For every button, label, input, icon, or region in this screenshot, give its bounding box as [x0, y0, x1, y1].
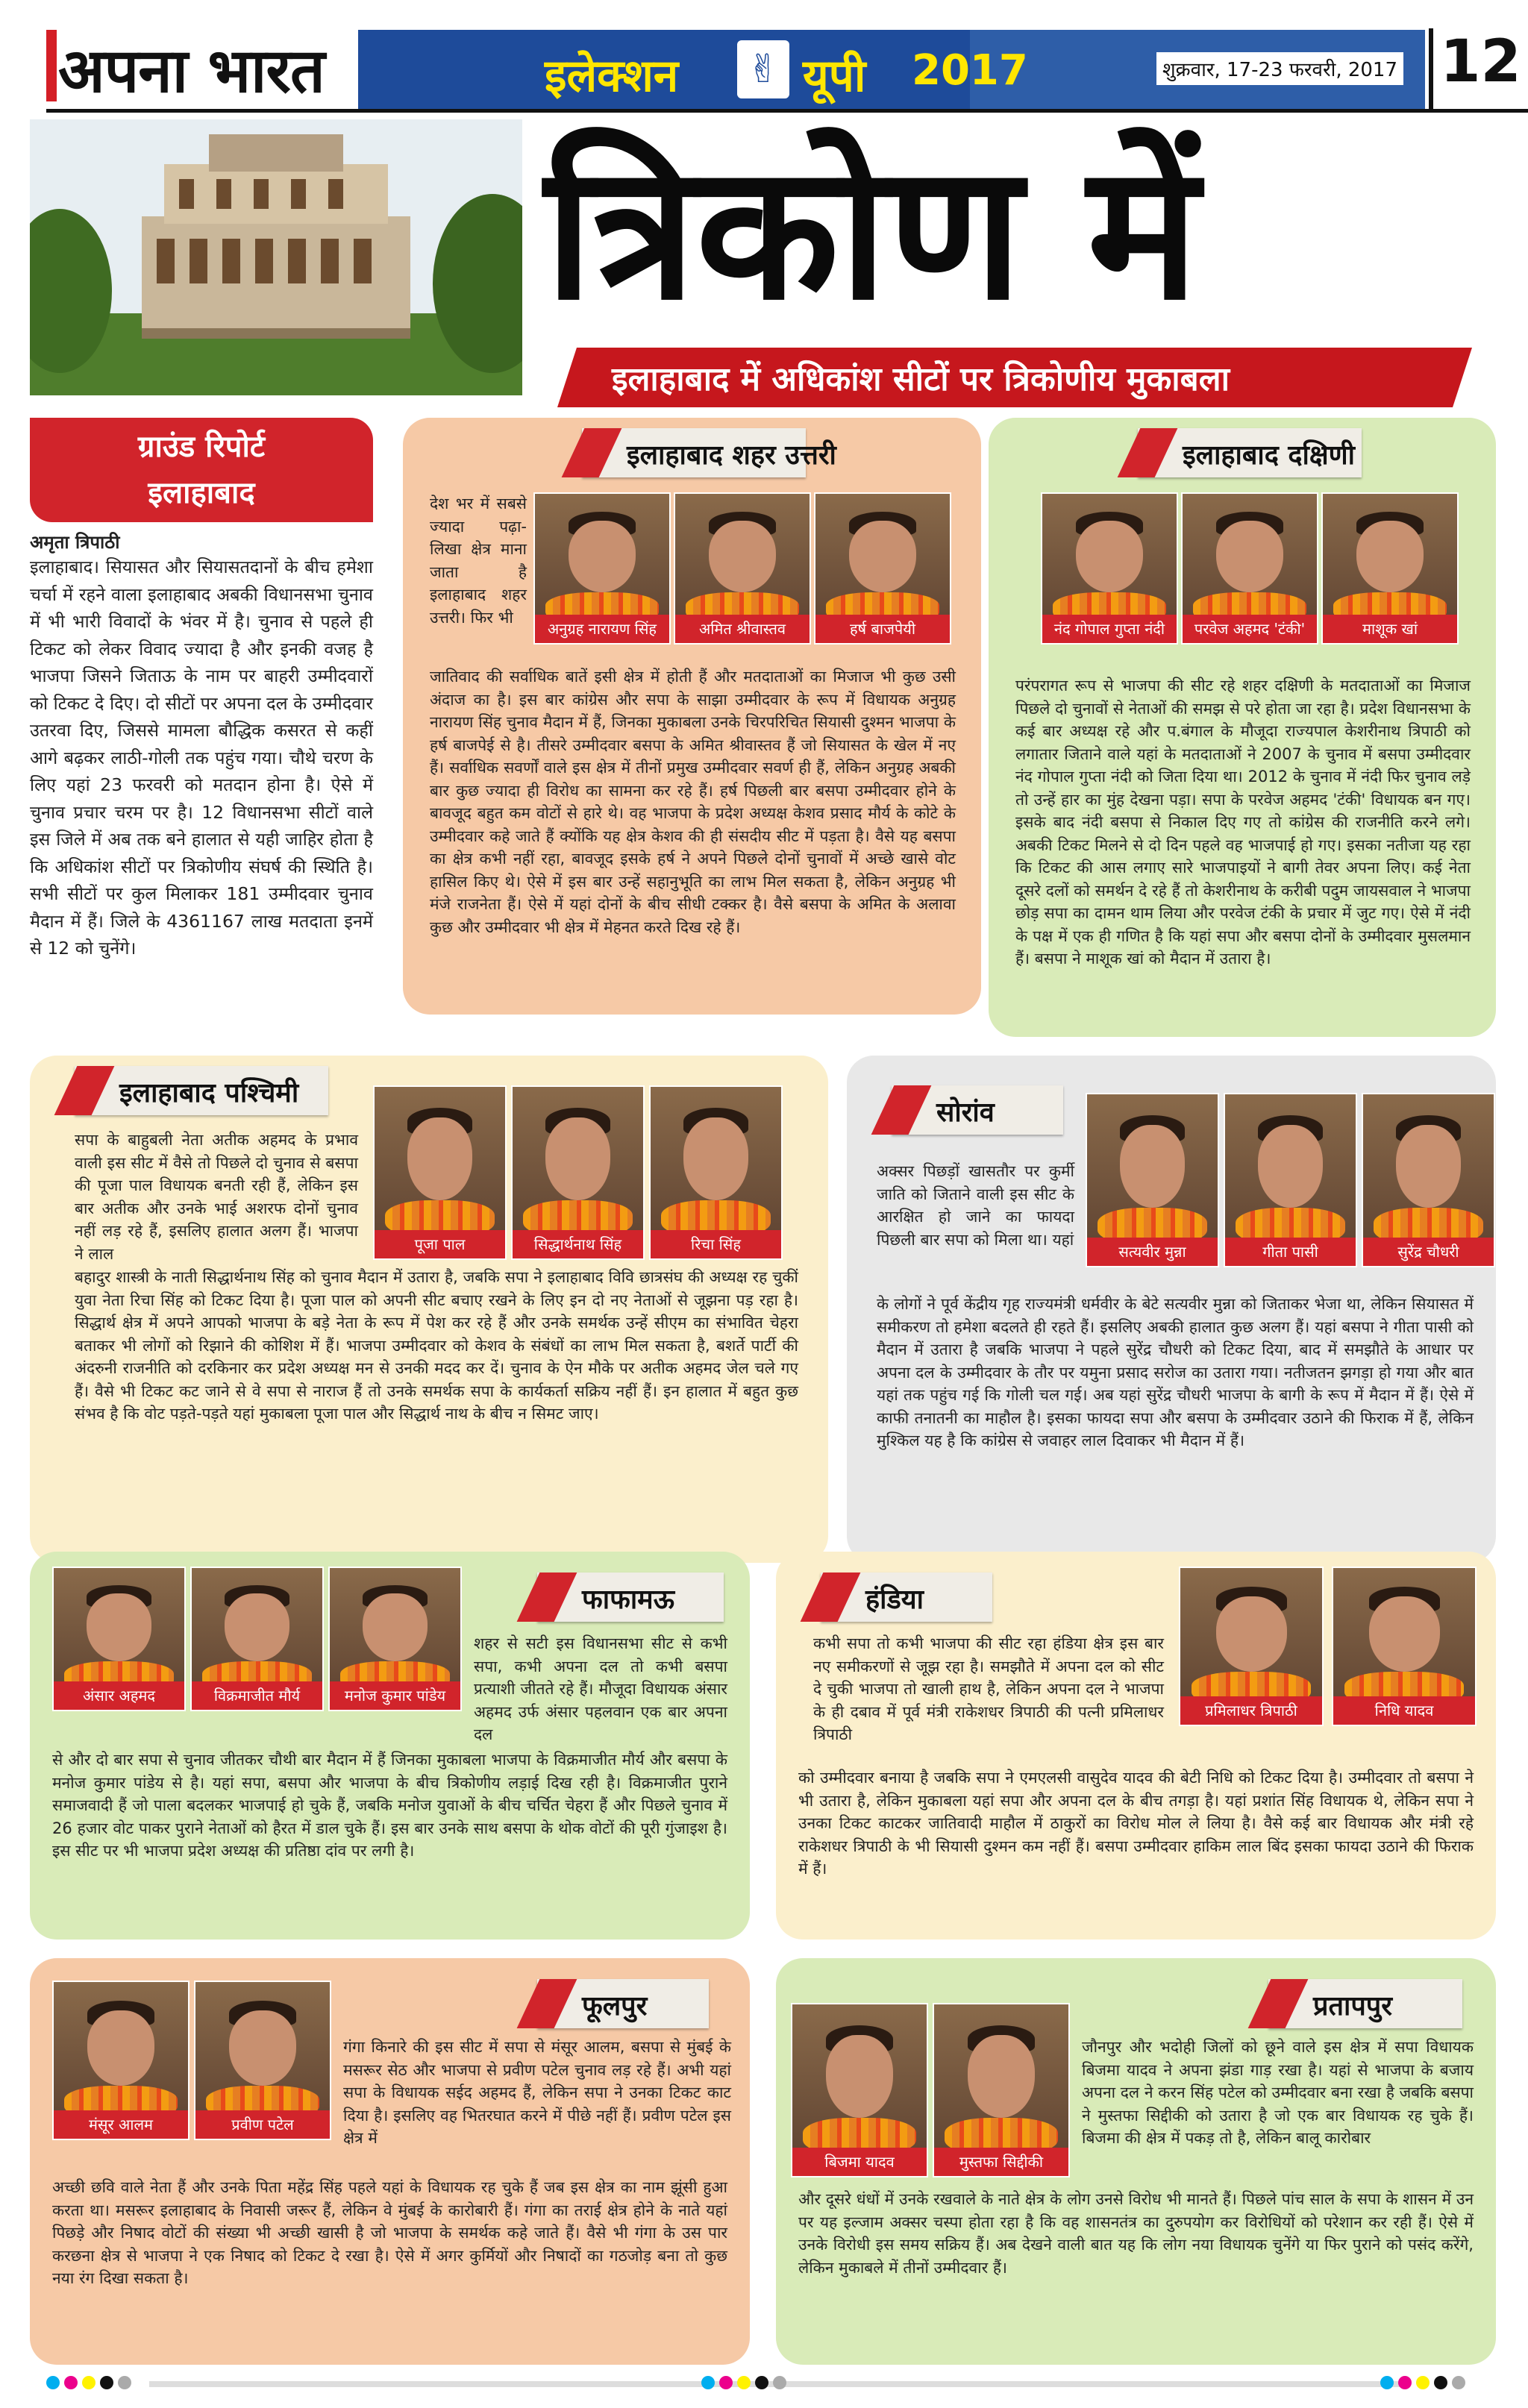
section-tag: [75, 1066, 328, 1115]
subheadline: इलाहाबाद में अधिकांश सीटों पर त्रिकोणीय मुकाबला: [612, 360, 1230, 398]
story-intro: शहर से सटी इस विधानसभा सीट से कभी सपा, कभी अपना दल तो कभी बसपा प्रत्याशी जीतते रहे हैं। मौजूदा विधायक अंसार अहमद उर्फ अंसार पहलवान एक बार अपना दल: [474, 1634, 727, 1743]
section-tag: [537, 1573, 724, 1622]
candidate-name: परवेज अहमद 'टंकी': [1183, 615, 1317, 643]
candidate-name: अनुग्रह नारायण सिंह: [535, 615, 669, 643]
candidate-photo: [1179, 1567, 1324, 1726]
story-intro: अक्सर पिछड़ों खासतौर पर कुर्मी जाति को जिताने वाली इस सीट के आरक्षित हो जाने का फायदा पिछली बार सपा को मिला था। यहां: [877, 1162, 1074, 1249]
issue-date: शुक्रवार, 17-23 फरवरी, 2017: [1156, 52, 1403, 85]
candidate-photo: [194, 1981, 331, 2140]
candidate-photo: [674, 492, 811, 645]
candidate-name: सत्यवीर मुन्ना: [1087, 1238, 1218, 1266]
section-tag: [821, 1573, 992, 1622]
ground-report-city: इलाहाबाद: [148, 476, 255, 510]
candidate-photo: [511, 1085, 645, 1260]
candidate-photo: [649, 1085, 783, 1260]
story-intro: कभी सपा तो कभी भाजपा की सीट रहा हंडिया क्षेत्र इस बार नए समीकरणों से जूझ रहा है। समझौते में अपना दल को सीट दे चुकी भाजपा तो खाली हाथ है, लेकिन अपना दल ने भाजपा के ही दबाव में पूर्व मंत्री राकेशधर त्रिपाठी की पत्नी प्रमिलाधर त्रिपाठी: [813, 1634, 1164, 1743]
candidate-name: हर्ष बाजपेयी: [815, 615, 950, 643]
story-intro: गंगा किनारे की इस सीट में सपा से मंसूर आलम, बसपा से मुंबई के मसरूर सेठ और भाजपा से प्रवीण पटेल चुनाव लड़ रहे हैं। अभी यहां सपा के विधायक सईद अहमद हैं, लेकिन सपा ने उनका टिकट काट दिया है। इसलिए वह भितरघात करने में पीछे नहीं हैं। प्रवीण पटेल इस क्षेत्र में: [343, 2038, 731, 2147]
candidate-photo: [1181, 492, 1318, 645]
candidate-name: मंसूर आलम: [54, 2110, 188, 2139]
candidate-photo: [328, 1567, 462, 1711]
candidate-photo: [52, 1981, 190, 2140]
registration-marks-left: [46, 2376, 136, 2394]
panel-allahabad-north: [403, 418, 981, 1015]
registration-marks-right: [1380, 2376, 1470, 2394]
story-intro: देश भर में सबसे ज्यादा पढ़ा-लिखा क्षेत्र माना जाता है इलाहाबाद शहर उत्तरी। फिर भी: [430, 495, 527, 627]
candidate-photo: [1041, 492, 1178, 645]
section-tag: [892, 1085, 1063, 1135]
section-title: प्रतापपुर: [1313, 1991, 1392, 2022]
section-title: इलाहाबाद पश्चिमी: [119, 1078, 299, 1109]
story-body: और दूसरे धंधों में उनके रखवाले के नाते क्षेत्र के लोग उनसे विरोध भी मानते हैं। पिछले पांच साल के सपा के शासन में उन पर यह इल्जाम अक्सर चस्पा होता रहा है कि वह शासनतंत्र का दुरुपयोग कर विरोधियों को परेशान कर रही हैं। ऐसे में उनके विरोधी इस समय सक्रिय हैं। अब देखने वाली बात यह कि लोग नया विधायक चुनेंगे या फिर पुराने को पसंद करेंगे, लेकिन मुकाबले में तीनों उम्मीदवार हैं।: [798, 2190, 1474, 2277]
candidate-name: अंसार अहमद: [54, 1681, 184, 1710]
candidate-name: अमित श्रीवास्तव: [675, 615, 810, 643]
panel-pratappur: [776, 1958, 1496, 2365]
candidate-name: मुस्तफा सिद्दीकी: [934, 2148, 1068, 2176]
ground-report-body: इलाहाबाद। सियासत और सियासतदानों के बीच हमेशा चर्चा में रहने वाला इलाहाबाद अबकी विधानसभा चुनाव में भी भारी विवादों के भंवर में है। चुनाव से पहले ही टिकट को लेकर विवाद ज्यादा है और इनकी वजह है भाजपा जिसने जिताऊ के नाम पर बाहरी उम्मीदवारों को टिकट दे दिए। दो सीटों पर अपना दल के उम्मीदवार उतरवा दिए, जिससे मामला बौद्धिक कसरत से कहीं आगे बढ़कर लाठी-गोली तक पहुंच गया। चौथे चरण के लिए यहां 23 फरवरी को मतदान होना है। ऐसे में चुनाव प्रचार चरम पर है। 12 विधानसभा सीटों वाले इस जिले में अब तक बने हालात से यही जाहिर होता है कि अधिकांश सीटों पर त्रिकोणीय संघर्ष की स्थिति है। सभी सीटों पर कुल मिलाकर 181 उम्मीदवार चुनाव मैदान में हैं। जिले के 4361167 लाख मतदाता इनमें से 12 को चुनेंगे।: [30, 556, 373, 959]
panel-soraon: [847, 1056, 1496, 1563]
section-title: फाफामऊ: [582, 1584, 674, 1615]
candidate-name: विक्रमाजीत मौर्य: [192, 1681, 322, 1710]
candidate-photo: [1224, 1093, 1357, 1267]
ground-report-box: [30, 418, 373, 522]
election-year: 2017: [912, 46, 1028, 95]
section-tag: [1268, 1979, 1462, 2028]
newspaper-logo: अपना भारत: [58, 35, 325, 107]
ground-report-label: ग्राउंड रिपोर्ट: [137, 430, 266, 464]
byline: अमृता त्रिपाठी: [30, 532, 120, 553]
candidate-photo: [373, 1085, 507, 1260]
candidate-photo: [1321, 492, 1459, 645]
section-title: इलाहाबाद दक्षिणी: [1183, 440, 1355, 471]
candidate-photo: [814, 492, 951, 645]
victory-hand-icon: ✌: [737, 40, 789, 98]
candidate-name: मनोज कुमार पांडेय: [330, 1681, 460, 1710]
candidate-photo: [791, 2003, 928, 2177]
candidate-photo: [52, 1567, 186, 1711]
panel-allahabad-west: [30, 1056, 828, 1563]
candidate-name: प्रमिलाधर त्रिपाठी: [1180, 1696, 1322, 1725]
story-body: अच्छी छवि वाले नेता हैं और उनके पिता महेंद्र सिंह पहले यहां के विधायक रह चुके हैं जब इस क्षेत्र का नाम झूंसी हुआ करता था। मसरूर इलाहाबाद के निवासी जरूर हैं, लेकिन वे मुंबई के कारोबारी हैं। गंगा का तराई क्षेत्र होने के नाते यहां पिछड़े और निषाद वोटों की संख्या भी अच्छी खासी है जो भाजपा के समर्थक कहे जाते हैं। वैसे भी गंगा के उस पार करछना क्षेत्र से भाजपा ने एक निषाद को टिकट दे रखा है। ऐसे में अगर कुर्मियों और निषादों का गठजोड़ बना तो कुछ नया रंग दिखा सकता है।: [52, 2178, 727, 2287]
candidate-name: माशूक खां: [1323, 615, 1457, 643]
anand-bhawan-photo: [30, 119, 522, 395]
story-body: जातिवाद की सर्वाधिक बातें इसी क्षेत्र में होती हैं और मतदाताओं का मिजाज भी कुछ उसी अंदाज का है। इस बार कांग्रेस और सपा के साझा उम्मीदवार के रूप में विधायक अनुग्रह नारायण सिंह चुनाव मैदान में हैं, जिनका मुकाबला उनके चिरपरिचित सियासी दुश्मन भाजपा के हर्ष बाजपेई से है। तीसरे उम्मीदवार बसपा के अमित श्रीवास्तव हैं जो सियासत के खेल में नए हैं। सर्वाधिक सवर्णों वाले इस क्षेत्र में तीनों प्रमुख उम्मीदवार सवर्ण ही हैं, लेकिन अनुग्रह अबकी बार कुछ ज्यादा ही विरोध का सामना कर रहे हैं। हर्ष पिछली बार बसपा उम्मीदवार होने के बावजूद बहुत कम वोटों से हारे थे। वह भाजपा के प्रदेश अध्यक्ष केशव प्रसाद मौर्य के कोटे के उम्मीदवार कहे जाते हैं क्योंकि यह क्षेत्र केशव की ही संसदीय सीट में पड़ता है। वैसे यह बसपा का क्षेत्र कभी नहीं रहा, बावजूद इसके हर्ष ने अपने पिछले दोनों चुनावों में अच्छे खासे वोट हासिल किए थे। ऐसे में इस बार उन्हें सहानुभूति का लाभ मिल सकता है, लेकिन अनुग्रह भी मंजे राजनेता हैं। ऐसे में यहां दोनों के बीच सीधी टक्कर है। वैसे बसपा के अमित के अलावा कुछ और उम्मीदवार भी क्षेत्र में मेहनत करते दिख रहे हैं।: [430, 668, 956, 936]
candidate-photo: [1332, 1567, 1477, 1726]
section-title: सोरांव: [936, 1097, 995, 1128]
candidate-photo: [190, 1567, 324, 1711]
candidate-photo: [933, 2003, 1070, 2177]
masthead-rule: [46, 109, 1528, 113]
panel-phulpur: [30, 1958, 750, 2365]
section-title: इलाहाबाद शहर उत्तरी: [627, 440, 836, 471]
story-intro: जौनपुर और भदोही जिलों को छूने वाले इस क्षेत्र में सपा विधायक बिजमा यादव ने अपना झंडा गाड़ रखा है। यहां से भाजपा के बजाय अपना दल ने करन सिंह पटेल को उम्मीदवार बना रखा है जबकि बसपा ने मुस्तफा सिद्दीकी को उतारा है जो एक बार विधायक रह चुके हैं। बिजमा की क्षेत्र में पकड़ तो है, लेकिन बालू कारोबार: [1082, 2038, 1474, 2147]
section-tag: [537, 1979, 709, 2028]
candidate-name: बिजमा यादव: [792, 2148, 927, 2176]
candidate-photo: [1086, 1093, 1219, 1267]
section-tag: [582, 428, 836, 477]
story-body: के लोगों ने पूर्व केंद्रीय गृह राज्यमंत्री धर्मवीर के बेटे सत्यवीर मुन्ना को जिताकर भेजा था, लेकिन सियासत में समीकरण तो हमेशा बदलते ही रहते हैं। इसलिए अबकी हालात कुछ अलग हैं। यहां बसपा ने गीता पासी को मैदान में उतारा है जबकि भाजपा ने पहले सुरेंद्र चौधरी को टिकट दिया, बाद में समझौते के आधार पर अपना दल के उम्मीदवार के तौर पर यमुना प्रसाद सरोज का उतारा गया। नतीजतन झगड़ा हो गया और बात यहां तक पहुंच गई कि गोली चल गई। अब यहां सुरेंद्र चौधरी भाजपा के बागी के रूप में मैदान में हैं। ऐसे में काफी तनातनी का माहौल है। इसका फायदा सपा और बसपा के उम्मीदवार उठाने की फिराक में हैं, लेकिन मुश्किल यह है कि कांग्रेस से जवाहर लाल दिवाकर भी मैदान में हैं।: [877, 1295, 1474, 1449]
page-number: 12: [1429, 28, 1528, 110]
headline: त्रिकोण में: [545, 122, 1199, 341]
story-intro: सपा के बाहुबली नेता अतीक अहमद के प्रभाव वाली इस सीट में वैसे तो पिछले दो चुनाव से बसपा की पूजा पाल विधायक बनती रही हैं, लेकिन इस बार अतीक और उनके भाई अशरफ दोनों चुनाव नहीं लड़ रहे हैं, इसलिए हालात अलग हैं। भाजपा ने लाल: [75, 1131, 358, 1263]
panel-handia: [776, 1552, 1496, 1940]
panel-allahabad-south: [989, 418, 1496, 1037]
section-tag: [1138, 428, 1362, 477]
candidate-name: पूजा पाल: [375, 1230, 505, 1258]
candidate-name: निधि यादव: [1333, 1696, 1475, 1725]
registration-marks-center: [701, 2376, 791, 2394]
story-body: बहादुर शास्त्री के नाती सिद्धार्थनाथ सिंह को चुनाव मैदान में उतारा है, जबकि सपा ने इलाहाबाद विवि छात्रसंघ की अध्यक्ष रह चुकीं युवा नेता रिचा सिंह को टिकट दिया है। पूजा पाल को अपनी सीट बचाए रखने के लिए इन दो नए नेताओं से जूझना पड़ रहा है। सिद्धार्थ क्षेत्र में अपने आपको भाजपा के बड़े नेता के रूप में पेश कर रहे हैं और उनके समर्थक उन्हें सीएम का संभावित चेहरा बताकर भी लोगों को रिझाने की कोशिश में हैं। भाजपा उम्मीदवार को केशव के संबंधों का लाभ मिल सकता है, बशर्ते पार्टी की अंदरुनी राजनीति को दरकिनार कर प्रदेश अध्यक्ष मन से उनकी मदद कर दें। चुनाव के ऐन मौके पर अतीक अहमद जेल चले गए हैं। वैसे भी टिकट कट जाने से वे सपा से नाराज हैं तो उनके समर्थक सपा के कार्यकर्ता सक्रिय नहीं हैं। इन हालात में बहुत कुछ संभव है कि वोट पड़ते-पड़ते यहां मुकाबला पूजा पाल और सिद्धार्थ नाथ के बीच न सिमट जाए।: [75, 1268, 798, 1423]
election-label: इलेक्शन: [545, 50, 679, 102]
candidate-name: सिद्धार्थनाथ सिंह: [513, 1230, 643, 1258]
candidate-name: सुरेंद्र चौधरी: [1363, 1238, 1494, 1266]
candidate-name: नंद गोपाल गुप्ता नंदी: [1042, 615, 1177, 643]
candidate-name: गीता पासी: [1225, 1238, 1356, 1266]
state-label: यूपी: [803, 50, 866, 102]
candidate-photo: [533, 492, 671, 645]
logo-accent-bar: [46, 30, 57, 101]
story-body: को उम्मीदवार बनाया है जबकि सपा ने एमएलसी वासुदेव यादव की बेटी निधि को टिकट दिया है। उम्मीदवार तो बसपा ने भी उतारा है, लेकिन मुकाबला यहां सपा और अपना दल के बीच तगड़ा है। यहां प्रशांत सिंह विधायक थे, लेकिन सपा ने उनका टिकट काटकर जातिवादी माहौल में ठाकुरों का विरोध मोल ले लिया है। वैसे कई बार विधायक और मंत्री रहे राकेशधर त्रिपाठी के भी सियासी दुश्मन कम नहीं हैं। बसपा उम्मीदवार हाकिम लाल बिंद इसका फायदा उठाने की फिराक में हैं।: [798, 1769, 1474, 1878]
section-title: हंडिया: [865, 1584, 924, 1615]
story-body: परंपरागत रूप से भाजपा की सीट रहे शहर दक्षिणी के मतदाताओं का मिजाज पिछले दो चुनावों से नेताओं की समझ से परे होता जा रहा है। प्रदेश विधानसभा के कई बार अध्यक्ष रहे और प.बंगाल के मौजूदा राज्यपाल केशरीनाथ त्रिपाठी को लगातार जिताने वाले यहां के मतदाताओं ने 2007 के चुनाव में बसपा उम्मीदवार नंद गोपाल गुप्ता नंदी को जिता दिया था। 2012 के चुनाव में नंदी फिर चुनाव लड़े तो उन्हें हार का मुंह देखना पड़ा। सपा के परवेज अहमद 'टंकी' विधायक बन गए। इसके बाद नंदी बसपा से निकाल दिए गए तो कांग्रेस की राजनीति करने लगे। अबकी टिकट मिलने से दो दिन पहले वह भाजपाई हो गए। इसका नतीजा यह रहा कि टिकट की आस लगाए सारे भाजपाइयों ने बागी तेवर अपना लिए। कई नेता दूसरे दलों को समर्थन दे रहे हैं तो केशरीनाथ के करीबी पदुम जायसवाल ने भाजपा छोड़ सपा का दामन थाम लिया और परवेज टंकी के प्रचार में जुट गए। ऐसे में नंदी के पक्ष में एक ही गणित है कि यहां सपा और बसपा दोनों के उम्मीदवार मुसलमान हैं। बसपा ने माशूक खां को मैदान में उतारा है।: [1015, 677, 1471, 968]
panel-phaphamau: [30, 1552, 750, 1940]
masthead: [0, 0, 1528, 112]
subheadline-banner: [522, 348, 1485, 407]
candidate-name: रिचा सिंह: [651, 1230, 781, 1258]
section-title: फूलपुर: [582, 1991, 648, 2022]
candidate-photo: [1362, 1093, 1495, 1267]
candidate-name: प्रवीण पटेल: [195, 2110, 330, 2139]
story-body: से और दो बार सपा से चुनाव जीतकर चौथी बार मैदान में हैं जिनका मुकाबला भाजपा के विक्रमाजीत मौर्य और बसपा के मनोज कुमार पांडेय से है। यहां सपा, बसपा और भाजपा के बीच त्रिकोणीय लड़ाई दिख रही है। विक्रमाजीत पुराने समाजवादी हैं जो पाला बदलकर भाजपाई हो चुके हैं, जबकि मनोज युवाओं के बीच चर्चित चेहरा हैं और पिछले चुनाव में 26 हजार वोट पाकर पुराने नेताओं को हैरत में डाल चुके हैं। इस बार उनके साथ बसपा के थोक वोटों की पूरी गुंजाइश है। इस सीट पर भी भाजपा प्रदेश अध्यक्ष की प्रतिष्ठा दांव पर लगी है।: [52, 1751, 727, 1860]
